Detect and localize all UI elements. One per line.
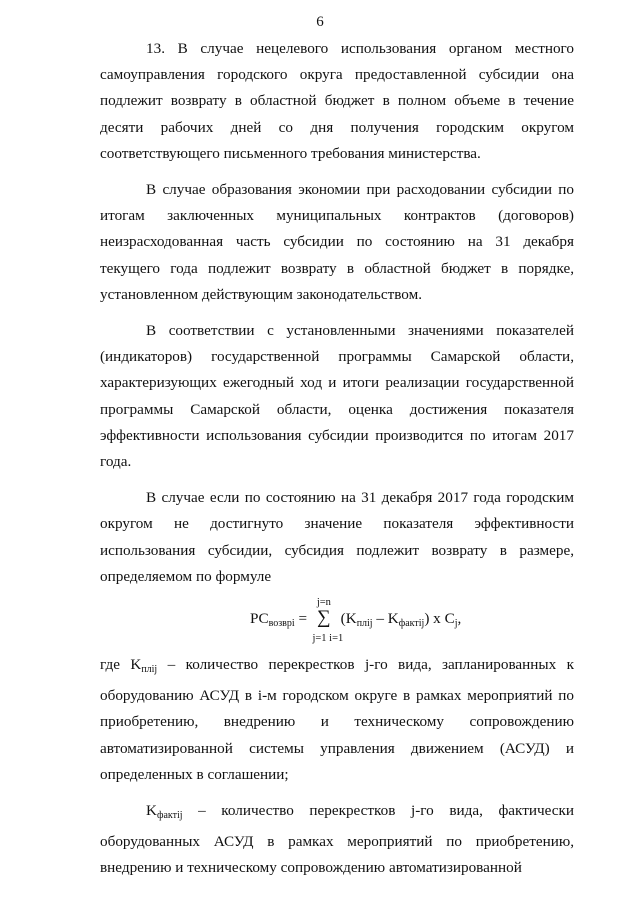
definition-k-fact-text: – количество перекрестков j-го вида, фактически оборудованных АСУД в рамках мероприятий по приобретению, внедрению и техническому сопровождению автоматизированной [100,802,574,877]
paragraph-indicators: В соответствии с установленными значениями показателей (индикаторов) государственной программы Самарской области, характеризующих ежегодный ход и итоги реализации государственной программы Самарской области, оценка достижения показателя эффективности использования субсидии производится по итогам 2017 года. [100,322,574,471]
formula-eq: = [294,610,311,628]
formula-sum-top: j=n [316,597,331,609]
paragraph-not-reached: В случае если по состоянию на 31 декабря 2017 года городским округом не достигнуто значение показателя эффективности использования субсидии, субсидия подлежит возврату в размере, определяемом по формуле [100,489,574,585]
document-body [100,36,574,882]
definition-k-fact-sub: фактij [156,810,183,822]
formula-k1-sub: плij [356,618,373,630]
formula-lhs-sub: возврi [268,618,295,630]
paragraph-13: 13. В случае нецелевого использования органом местного самоуправления городского округа предоставленной субсидии она подлежит возврату в областной бюджет в полном объеме в течение десяти рабочих дней со дня получения городским округом соответствующего письменного требования министерства. [100,40,574,162]
formula-expression [250,597,462,645]
definition-k-planned-text: – количество перекрестков j-го вида, запланированных к оборудованию АСУД в i-м городском округе в рамках мероприятий по приобретению, внедрению и техническому сопровождению автоматизированной системы управления движением (АСУД) и определенных в соглашении; [100,656,574,783]
paragraph-economy: В случае образования экономии при расходовании субсидии по итогам заключенных муниципальных контрактов (договоров) неизрасходованная часть субсидии по состоянию на 31 декабря текущего года подлежит возврату в областной бюджет в порядке, установленном действующим законодательством. [100,181,574,303]
formula-sum [311,597,344,645]
formula-sum-bottom: j=1 i=1 [312,633,344,645]
definition-k-planned-sub: плij [141,664,158,676]
page-number: 6 [316,14,324,30]
formula-close: ) x C [424,610,455,628]
definition-k-fact-lead: K [146,802,157,820]
definition-k-fact [100,798,574,882]
formula-open: (K [336,610,357,628]
refund-formula [100,594,574,650]
formula-lhs: PC [250,610,269,628]
formula-minus: – K [372,610,399,628]
formula-tail: , [457,610,462,628]
definition-k-planned [100,652,574,788]
definition-k-planned-lead: где K [100,656,142,674]
formula-k2-sub: фактij [398,618,425,630]
sigma-icon: ∑ [317,607,331,629]
formula-c-sub: j [454,618,458,630]
